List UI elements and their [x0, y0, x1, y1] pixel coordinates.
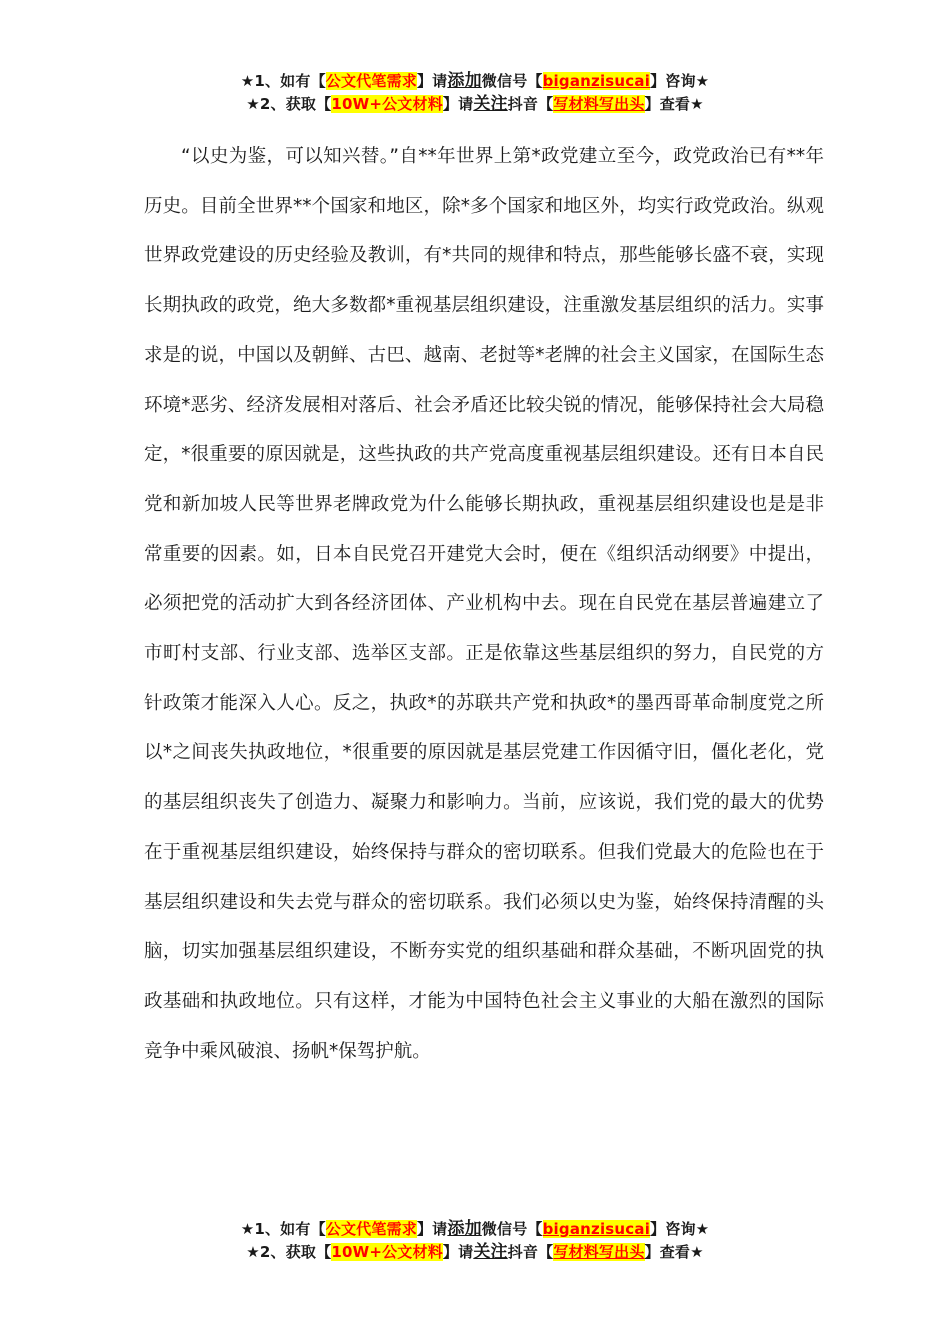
wechat-id-link[interactable]: biganzisucai [542, 72, 651, 90]
douyin-account-link[interactable]: 写材料写出头 [553, 95, 645, 113]
body-paragraph: “以史为鉴，可以知兴替。”自**年世界上第*政党建立至今，政党政治已有**年历史。目前全世界**个国家和地区，除*多个国家和地区外，均实行政党政治。纵观世界政党建设的历史经验及教训，有*共同的规律和特点，那些能够长盛不衰，实现长期执政的政党，绝大多数都*重视基层组织建设，注重激发基层组织的活力。实事求是的说，中国以及朝鲜、古巴、越南、老挝等*老牌的社会主义国家，在国际生态环境*恶劣、经济发展相对落后、社会矛盾还比较尖锐的情况，能够保持社会大局稳定，*很重要的原因就是，这些执政的共产党高度重视基层组织建设。还有日本自民党和新加坡人民等世界老牌政党为什么能够长期执政，重视基层组织建设也是是非常重要的因素。如，日本自民党召开建党大会时，便在《组织活动纲要》中提出，必须把党的活动扩大到各经济团体、产业机构中去。现在自民党在基层普遍建立了市町村支部、行业支部、选举区支部。正是依靠这些基层组织的努力，自民党的方针政策才能深入人心。反之，执政*的苏联共产党和执政*的墨西哥革命制度党之所以*之间丧失执政地位，*很重要的原因就是基层党建工作因循守旧，僵化老化，党的基层组织丧失了创造力、凝聚力和影响力。当前，应该说，我们党的最大的优势在于重视基层组织建设，始终保持与群众的密切联系。但我们党最大的危险也在于基层组织建设和失去党与群众的密切联系。我们必须以史为鉴，始终保持清醒的头脑，切实加强基层组织建设，不断夯实党的组织基础和群众基础，不断巩固党的执政基础和执政地位。只有这样，才能为中国特色社会主义事业的大船在激烈的国际竞争中乘风破浪、扬帆*保驾护航。 [144, 146, 824, 1062]
emphasis-follow: 关注 [473, 94, 508, 114]
emphasis-follow: 关注 [473, 1242, 508, 1262]
banner-line-1: ★1、如有【公文代笔需求】请添加微信号【biganzisucai】咨询★ [240, 71, 710, 91]
service-highlight: 公文代笔需求 [325, 1220, 417, 1238]
wechat-id-link[interactable]: biganzisucai [542, 1220, 651, 1238]
materials-highlight: 10W+公文材料 [331, 1243, 443, 1261]
emphasis-add: 添加 [447, 71, 482, 91]
banner-line-2: ★2、获取【10W+公文材料】请关注抖音【写材料写出头】查看★ [246, 1242, 704, 1262]
douyin-account-link[interactable]: 写材料写出头 [553, 1243, 645, 1261]
footer-banner [0, 1218, 950, 1264]
banner-line-2: ★2、获取【10W+公文材料】请关注抖音【写材料写出头】查看★ [246, 94, 704, 114]
emphasis-add: 添加 [447, 1219, 482, 1239]
service-highlight: 公文代笔需求 [325, 72, 417, 90]
header-banner [0, 70, 950, 116]
banner-line-1: ★1、如有【公文代笔需求】请添加微信号【biganzisucai】咨询★ [240, 1219, 710, 1239]
materials-highlight: 10W+公文材料 [331, 95, 443, 113]
